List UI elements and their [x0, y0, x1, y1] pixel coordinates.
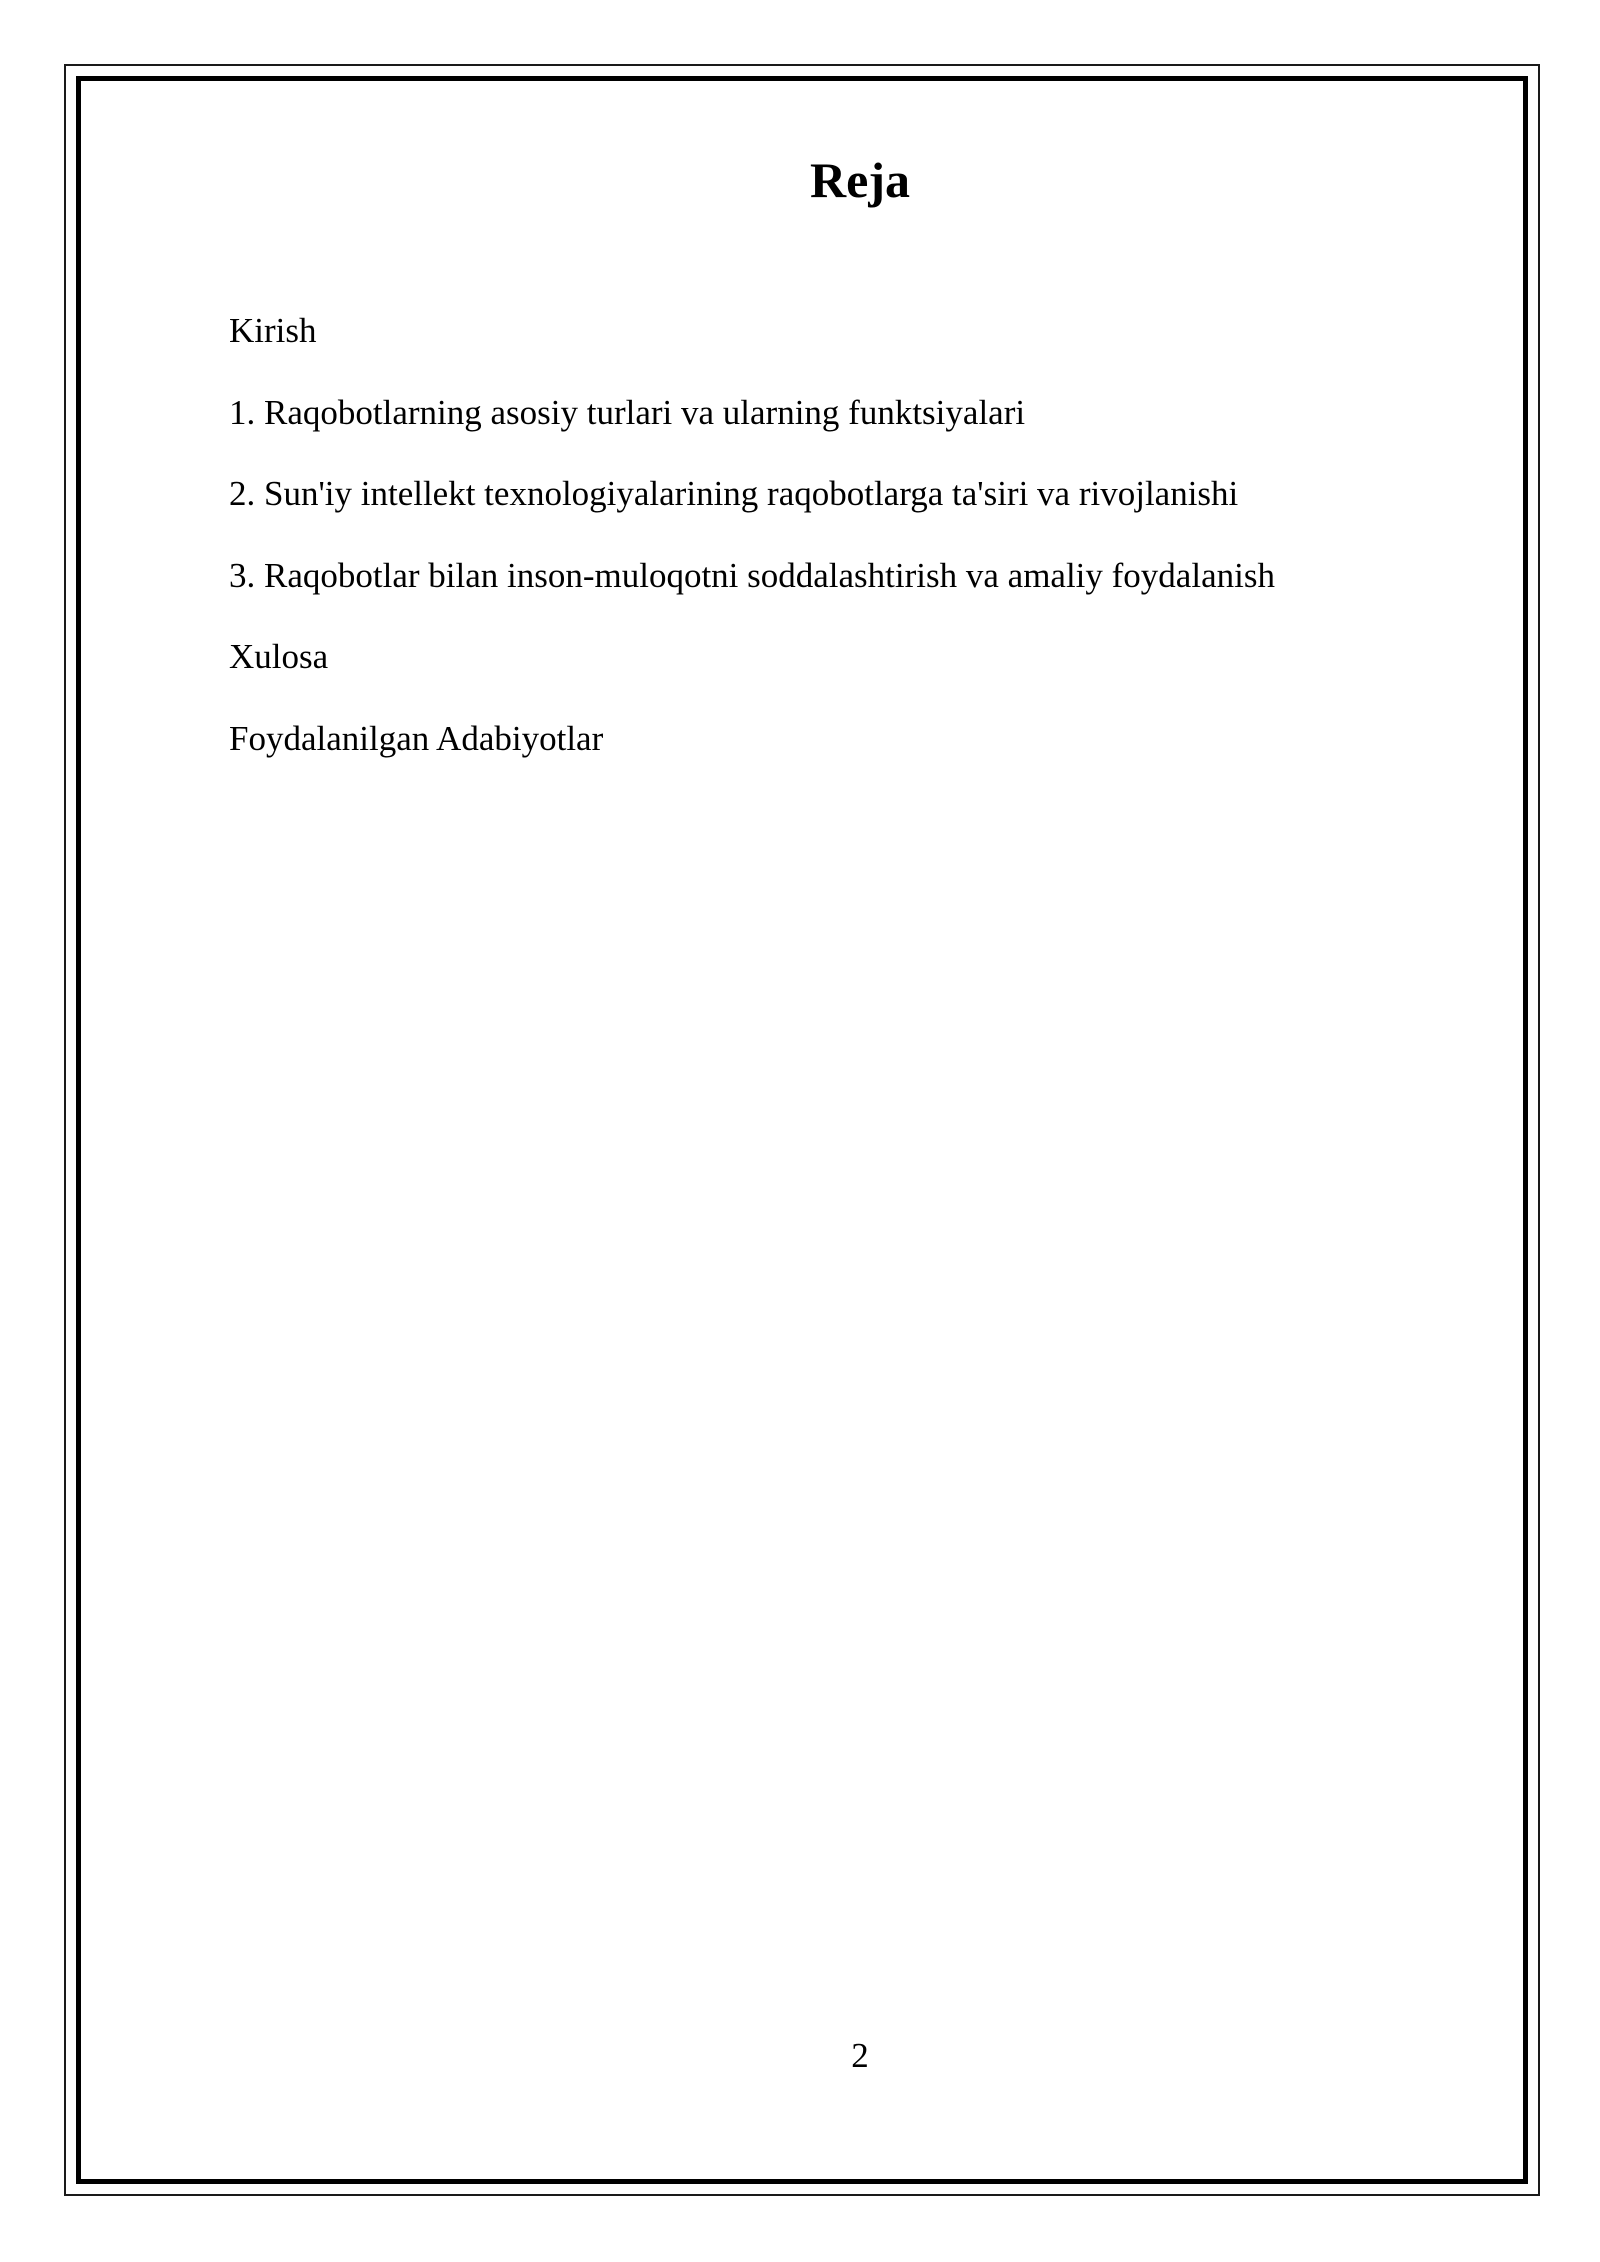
- page-title: Reja: [810, 152, 910, 208]
- toc-item-references: Foydalanilgan Adabiyotlar: [229, 718, 604, 758]
- page-number: 2: [851, 2036, 869, 2075]
- toc-item-conclusion: Xulosa: [229, 637, 329, 676]
- toc-item-section-3: 3. Raqobotlar bilan inson-muloqotni soddalashtirish va amaliy foydalanish: [229, 555, 1275, 595]
- toc-item-section-2: 2. Sun'iy intellekt texnologiyalarining raqobotlarga ta'siri va rivojlanishi: [229, 474, 1239, 513]
- toc-item-section-1: 1. Raqobotlarning asosiy turlari va ularning funktsiyalari: [229, 392, 1026, 432]
- toc-item-introduction: Kirish: [229, 311, 317, 350]
- table-of-contents: [229, 290, 1275, 779]
